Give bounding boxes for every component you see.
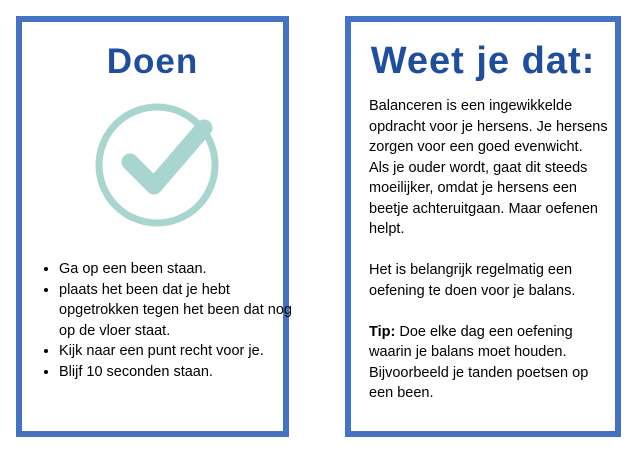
- paragraph: Balanceren is een ingewikkelde opdracht voor je hersens. Je hersens zorgen voor een goed evenwicht.: [369, 98, 608, 155]
- paragraph: Het is belangrijk regelmatig een oefening te doen voor je balans.: [369, 262, 576, 299]
- list-item: • plaats het been dat je hebt opgetrokken tegen het been dat nog op de vloer staat.: [59, 280, 299, 342]
- list-item: • Ga op een been staan.: [59, 259, 299, 280]
- list-item: • Blijf 10 seconden staan.: [59, 362, 299, 383]
- tip-label: Tip:: [369, 323, 396, 340]
- tip-paragraph: [369, 322, 613, 404]
- check-circle-icon: [92, 100, 222, 230]
- weet-je-dat-title: Weet je dat:: [370, 40, 596, 82]
- doen-title: Doen: [106, 42, 199, 81]
- tip-text: Doe elke dag een oefening waarin je balans moet houden. Bijvoorbeeld je tanden poetsen op een been.: [369, 323, 589, 401]
- info-text: [369, 96, 613, 404]
- steps-list: [39, 259, 299, 382]
- paragraph: Als je ouder wordt, gaat dit steeds moeilijker, omdat je hersens een beetje achteruitgaan. Maar oefenen helpt.: [369, 159, 598, 237]
- doen-card: [16, 16, 292, 437]
- weet-je-dat-card: [345, 16, 621, 437]
- list-item: • Kijk naar een punt recht voor je.: [59, 341, 299, 362]
